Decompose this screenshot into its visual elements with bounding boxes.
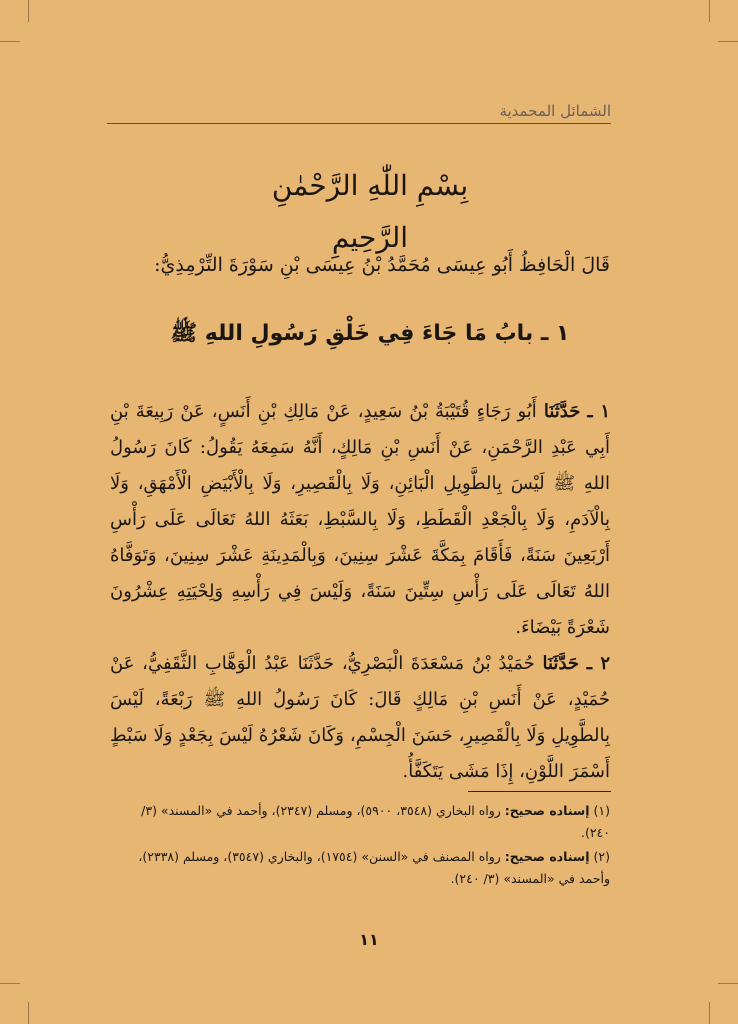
footnote-text: رواه البخاري (٣٥٤٨، ٥٩٠٠)، ومسلم (٢٣٤٧)، وأحمد في «المسند» (٣/ ٢٤٠). bbox=[141, 803, 610, 840]
hadith-body bbox=[110, 394, 610, 790]
hadith-text: أَبُو رَجَاءٍ قُتَيْبَةُ بْنُ سَعِيدٍ، عَنْ مَالِكِ بْنِ أَنَسٍ، عَنْ رَبِيعَةَ بْنِ أَبِي عَبْدِ الرَّحْمَنِ، عَنْ أَنَسِ بْنِ مَالِكٍ، أَنَّهُ سَمِعَهُ يَقُولُ: كَانَ رَسُولُ اللهِ ﷺ لَيْسَ بِالطَّوِيلِ الْبَائِنِ، وَلَا بِالْقَصِيرِ، وَلَا بِالْأَبْيَضِ الْأَمْهَقِ، وَلَا بِالْآدَمِ، وَلَا بِالْجَعْدِ الْقَطَطِ، وَلَا بِالسَّبْطِ، بَعَثَهُ اللهُ تَعَالَى عَلَى رَأْسِ أَرْبَعِينَ سَنَةً، فَأَقَامَ بِمَكَّةَ عَشْرَ سِنِينَ، وَبِالْمَدِينَةِ عَشْرَ سِنِينَ، وَتَوَفَّاهُ اللهُ تَعَالَى عَلَى رَأْسِ سِتِّينَ سَنَةً، وَلَيْسَ فِي رَأْسِهِ وَلِحْيَتِهِ عِشْرُونَ شَعْرَةً بَيْضَاءَ. bbox=[110, 401, 610, 638]
crop-mark bbox=[718, 983, 738, 984]
crop-mark bbox=[0, 41, 20, 42]
footnote-marker: (١) bbox=[593, 803, 610, 818]
hadith-paragraph bbox=[110, 646, 610, 790]
footnote-marker: (٢) bbox=[593, 849, 610, 864]
basmala: بِسْمِ اللّٰهِ الرَّحْمٰنِ الرَّحِيمِ bbox=[271, 169, 469, 254]
crop-mark bbox=[709, 0, 710, 22]
chapter-heading: ١ ـ بابُ مَا جَاءَ فِي خَلْقِ رَسُولِ اللهِ ﷺ bbox=[170, 321, 570, 346]
footnote-text: رواه المصنف في «السنن» (١٧٥٤)، والبخاري (٣٥٤٧)، ومسلم (٢٣٣٨)، وأحمد في «المسند» (٣/ ٢٤٠). bbox=[138, 849, 610, 886]
footnote-divider bbox=[468, 791, 611, 792]
hadith-narration-formula: حَدَّثَنَا bbox=[542, 653, 580, 674]
hadith-number: ١ ـ bbox=[587, 401, 610, 422]
footnote bbox=[112, 800, 610, 844]
crop-mark bbox=[28, 1002, 29, 1024]
footnotes bbox=[112, 800, 610, 892]
crop-mark bbox=[709, 1002, 710, 1024]
hadith-text: حُمَيْدُ بْنُ مَسْعَدَةَ الْبَصْرِيُّ، حَدَّثَنَا عَبْدُ الْوَهَّابِ الثَّقَفِيُّ، عَنْ حُمَيْدٍ، عَنْ أَنَسِ بْنِ مَالِكٍ قَالَ: كَانَ رَسُولُ اللهِ ﷺ رَبْعَةً، لَيْسَ بِالطَّوِيلِ وَلَا بِالْقَصِيرِ، حَسَنَ الْجِسْمِ، وَكَانَ شَعْرُهُ لَيْسَ بِجَعْدٍ وَلَا سَبْطٍ أَسْمَرَ اللَّوْنِ، إِذَا مَشَى يَتَكَفَّأُ. bbox=[110, 653, 610, 782]
running-header bbox=[107, 101, 611, 124]
opening-line: قَالَ الْحَافِظُ أَبُو عِيسَى مُحَمَّدُ بْنُ عِيسَى بْنِ سَوْرَةَ التِّرْمِذِيُّ: bbox=[154, 254, 610, 276]
hadith-number: ٢ ـ bbox=[586, 653, 610, 674]
hadith-paragraph bbox=[110, 394, 610, 646]
page-number: ١١ bbox=[359, 930, 379, 949]
footnote bbox=[112, 846, 610, 890]
crop-mark bbox=[28, 0, 29, 22]
crop-mark bbox=[0, 983, 20, 984]
footnote-label: إسناده صحيح: bbox=[504, 849, 590, 864]
footnote-label: إسناده صحيح: bbox=[504, 803, 590, 818]
crop-mark bbox=[718, 41, 738, 42]
header-title: الشمائل المحمدية bbox=[499, 102, 611, 120]
hadith-narration-formula: حَدَّثَنَا bbox=[543, 401, 581, 422]
